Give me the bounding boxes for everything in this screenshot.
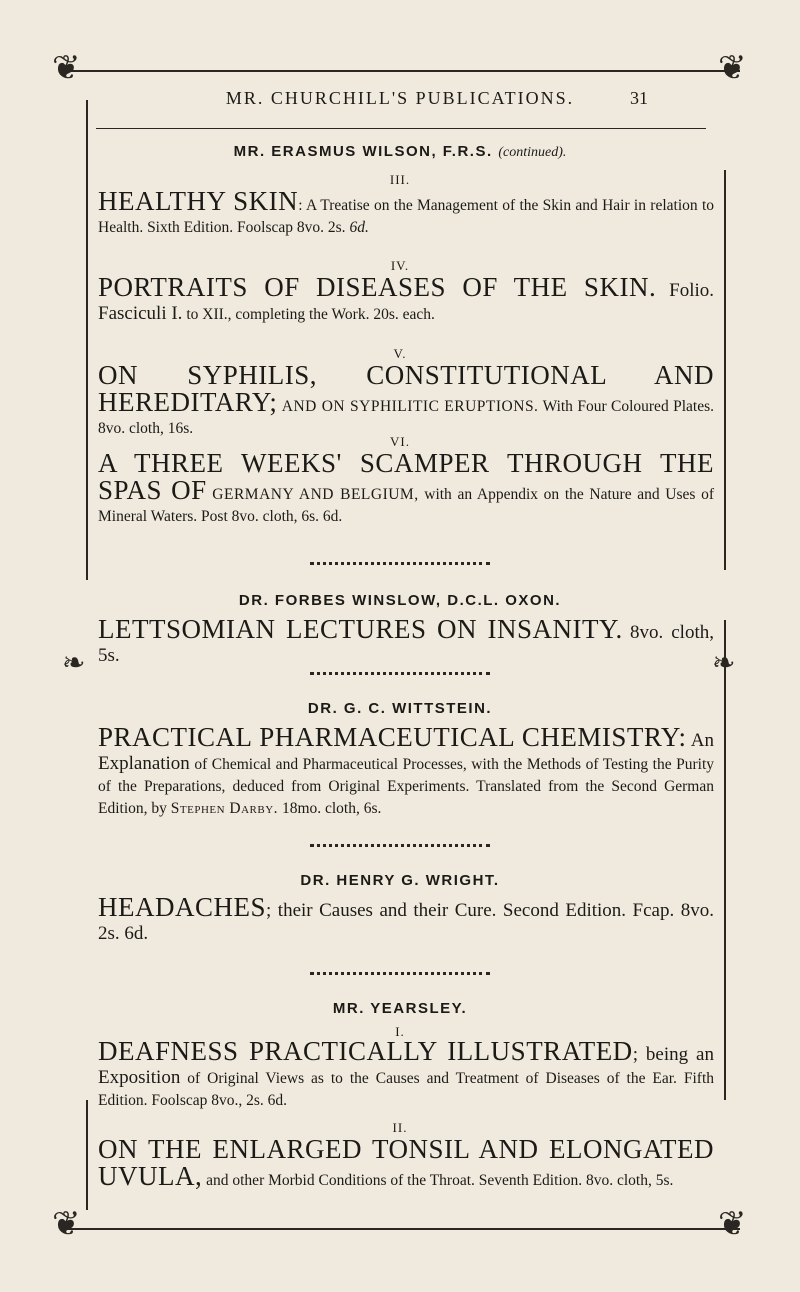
book-format: Folio. Fasciculi I. — [98, 280, 714, 324]
book-entry — [98, 614, 714, 668]
entry-numeral: III. — [389, 172, 411, 187]
corner-ornament-icon: ❦ — [718, 1206, 747, 1243]
top-border-rule — [60, 70, 740, 72]
section-divider — [310, 966, 490, 975]
left-border-rule-lower — [86, 1100, 88, 1210]
book-description: to XII., completing the Work. 20s. each. — [186, 306, 435, 323]
running-header: MR. CHURCHILL'S PUBLICATIONS. — [225, 88, 575, 108]
section-divider — [310, 838, 490, 847]
book-title: ON THE ENLARGED TONSIL AND ELONGATED UVULA, — [98, 1134, 714, 1191]
continued-note: (continued). — [498, 145, 567, 160]
book-description: : A Treatise on the Management of the Skin and Hair in relation to Health. Sixth Edition. Foolscap 8vo. 2s. — [98, 197, 714, 236]
book-price: 6d. — [349, 219, 369, 236]
book-entry — [98, 1036, 715, 1112]
corner-ornament-icon: ❦ — [52, 50, 81, 87]
book-description: of Original Views as to the Causes and Treatment of Diseases of the Ear. Fifth Edition. Foolscap 8vo., 2s. 6d. — [98, 1070, 715, 1109]
section-divider — [310, 556, 490, 565]
book-title: LETTSOMIAN LECTURES ON INSANITY. — [98, 614, 623, 644]
author-name: DR. G. C. WITTSTEIN. — [307, 700, 493, 717]
book-entry — [98, 1134, 714, 1192]
right-border-rule-lower — [724, 620, 726, 1100]
book-entry — [98, 892, 714, 946]
book-subtitle: ; being an Exposition — [98, 1044, 714, 1088]
book-title: PORTRAITS OF DISEASES OF THE SKIN. — [98, 272, 657, 302]
book-entry — [98, 272, 714, 326]
author-name: DR. FORBES WINSLOW, D.C.L. OXON. — [238, 592, 562, 609]
right-border-rule — [724, 170, 726, 570]
book-title: A THREE WEEKS' SCAMPER THROUGH THE SPAS OF — [98, 448, 714, 505]
entry-numeral: II. — [392, 1120, 408, 1135]
book-subtitle: AND ON SYPHILITIC ERUPTIONS. — [281, 398, 539, 415]
book-title: HEADACHES — [98, 892, 267, 922]
book-title: PRACTICAL PHARMACEUTICAL CHEMISTRY: — [98, 722, 687, 752]
book-description: of Chemical and Pharmaceutical Processes, with the Methods of Testing the Purity of the Preparations, deduced from Original Experiments. Translated from the Second German Edition, by — [98, 756, 715, 817]
book-price: 18mo. cloth, 6s. — [281, 800, 382, 817]
book-description: with an Appendix on the Nature and Uses of Mineral Waters. Post 8vo. cloth, 6s. 6d. — [98, 486, 714, 525]
book-description: With Four Coloured Plates. 8vo. cloth, 16s. — [98, 398, 714, 437]
book-subtitle: An Explanation — [98, 730, 714, 774]
book-entry — [98, 360, 714, 440]
author-name: MR. YEARSLEY. — [332, 1000, 468, 1017]
corner-ornament-icon: ❦ — [52, 1206, 81, 1243]
book-description: ; their Causes and their Cure. Second Edition. Fcap. 8vo. 2s. 6d. — [98, 900, 714, 944]
corner-ornament-icon: ❦ — [718, 50, 747, 87]
entry-numeral: I. — [395, 1024, 405, 1039]
book-subtitle: GERMANY AND BELGIUM, — [212, 486, 419, 503]
bottom-border-rule — [60, 1228, 740, 1230]
book-description: and other Morbid Conditions of the Throat. Seventh Edition. 8vo. cloth, 5s. — [206, 1172, 674, 1189]
author-name: DR. HENRY G. WRIGHT. — [300, 872, 500, 889]
page-number: 31 — [630, 88, 648, 108]
left-border-rule — [86, 100, 88, 580]
author-name: MR. ERASMUS WILSON, F.R.S. — [233, 143, 493, 160]
book-entry — [98, 448, 714, 528]
side-ornament-icon: ❧ — [712, 648, 736, 679]
entry-numeral: VI. — [390, 434, 410, 449]
translator-name: Stephen Darby. — [170, 800, 279, 817]
book-description: 8vo. cloth, 5s. — [98, 622, 714, 666]
book-title: DEAFNESS PRACTICALLY ILLUSTRATED — [98, 1036, 633, 1066]
side-ornament-icon: ❧ — [62, 648, 86, 679]
book-title: ON SYPHILIS, CONSTITUTIONAL AND HEREDITARY; — [98, 360, 714, 417]
header-underline-rule — [96, 128, 706, 129]
book-entry — [98, 186, 714, 239]
book-title: HEALTHY SKIN — [98, 186, 299, 216]
book-entry — [98, 722, 715, 820]
author-heading — [100, 143, 700, 161]
entry-numeral: V. — [393, 346, 407, 361]
entry-numeral: IV. — [390, 258, 410, 273]
section-divider — [310, 666, 490, 675]
